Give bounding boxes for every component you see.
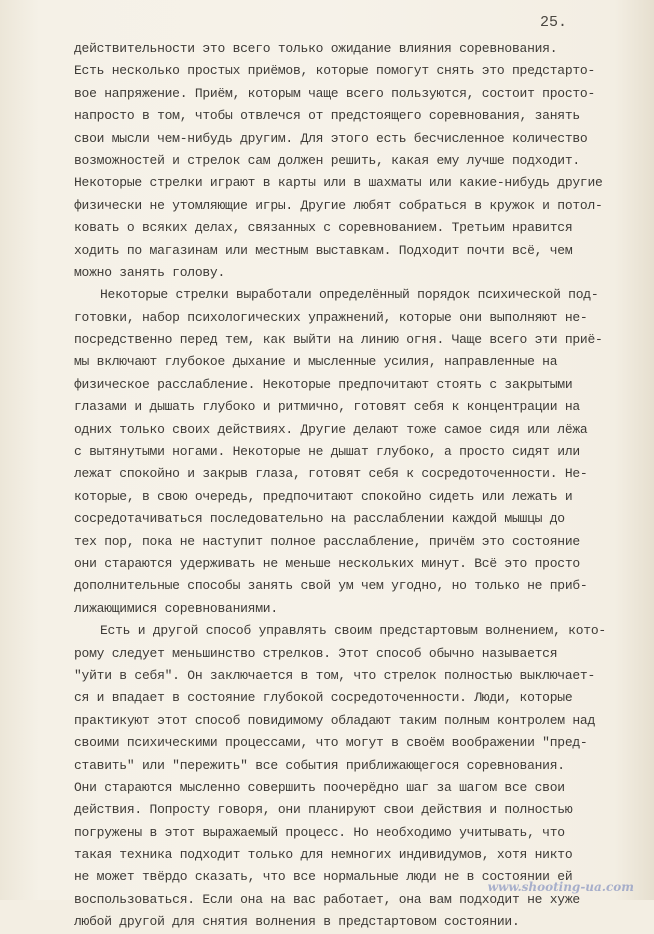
text-line: физическое расслабление. Некоторые предпочитают стоять с закрытыми [74, 376, 573, 392]
text-line: тех пор, пока не наступит полное расслабление, причём это состояние [74, 533, 580, 549]
text-line: свои мысли чем-нибудь другим. Для этого есть бесчисленное количество [74, 130, 588, 146]
text-line: воспользоваться. Если она на вас работает, она вам подходит не хуже [74, 891, 580, 907]
text-line: действия. Попросту говоря, они планируют свои действия и полностью [74, 802, 573, 818]
text-line: сосредотачиваться последовательно на расслаблении каждой мышцы до [74, 511, 565, 527]
text-line: Некоторые стрелки выработали определённый порядок психической под- [100, 287, 599, 303]
text-line: готовки, набор психологических упражнений, которые они выполняют не- [74, 309, 588, 325]
text-line: возможностей и стрелок сам должен решить, какая ему лучше подходит. [74, 152, 580, 168]
text-line: можно занять голову. [74, 264, 226, 280]
text-line: Некоторые стрелки играют в карты или в шахматы или какие-нибудь другие [74, 175, 603, 191]
page-number: 25. [540, 14, 568, 31]
text-line: Они стараются мысленно совершить поочерёдно шаг за шагом все свои [74, 779, 565, 795]
text-line: вое напряжение. Приём, которым чаще всего пользуются, состоит просто- [74, 85, 596, 101]
text-line: одних только своих действиях. Другие делают тоже самое сидя или лёжа [74, 421, 588, 437]
text-line: глазами и дышать глубоко и ритмично, готовят себя к концентрации на [74, 399, 580, 415]
text-line: действительности это всего только ожидание влияния соревнования. [74, 41, 558, 56]
text-line: рому следует меньшинство стрелков. Этот способ обычно называется [74, 645, 558, 661]
text-line: лежат спокойно и закрыв глаза, готовят себя к сосредоточенности. Не- [74, 466, 588, 482]
body-text [74, 38, 614, 934]
text-line: Есть и другой способ управлять своим предстартовым волнением, кото- [100, 623, 606, 639]
watermark: www.shooting-ua.com [487, 880, 634, 894]
text-line: погружены в этот выражаемый процесс. Но необходимо учитывать, что [74, 824, 565, 840]
text-line: ковать о всяких делах, связанных с соревнованием. Третьим нравится [74, 220, 573, 236]
text-line: напросто в том, чтобы отвлечся от предстоящего соревнования, занять [74, 108, 580, 124]
text-line: физически не утомляющие игры. Другие любят собраться в кружок и потол- [74, 197, 603, 213]
text-line: которые, в свою очередь, предпочитают спокойно сидеть или лежать и [74, 488, 573, 504]
text-line: не может твёрдо сказать, что все нормальные люди не в состоянии ей [74, 869, 573, 885]
text-line: ся и впадает в состояние глубокой сосредоточенности. Люди, которые [74, 690, 573, 706]
text-line: практикуют этот способ повидимому обладают таким полным контролем над [74, 712, 596, 728]
text-line: "уйти в себя". Он заключается в том, что стрелок полностью выключает- [74, 667, 596, 683]
text-line: посредственно перед тем, как выйти на линию огня. Чаще всего эти приё- [74, 332, 603, 348]
text-line: дополнительные способы занять свой ум чем угодно, но только не приб- [74, 578, 588, 594]
text-line: лижающимися соревнованиями. [74, 600, 278, 616]
text-line: они стараются удерживать не меньше нескольких минут. Всё это просто [74, 555, 580, 571]
text-line: любой другой для снятия волнения в предстартовом состоянии. [74, 914, 520, 930]
text-line: ставить" или "пережить" все события приближающегося соревнования. [74, 757, 565, 773]
text-line: с вытянутыми ногами. Некоторые не дышат глубоко, а просто сидят или [74, 444, 580, 460]
text-line: такая техника подходит только для немногих индивидумов, хотя никто [74, 847, 573, 863]
text-line: Есть несколько простых приёмов, которые помогут снять это предстарто- [74, 63, 596, 79]
text-line: своими психическими процессами, что могут в своём воображении "пред- [74, 735, 588, 751]
text-line: ходить по магазинам или местным выставкам. Подходит почти всё, чем [74, 242, 573, 258]
text-line: мы включают глубокое дыхание и мысленные усилия, направленные на [74, 354, 558, 370]
